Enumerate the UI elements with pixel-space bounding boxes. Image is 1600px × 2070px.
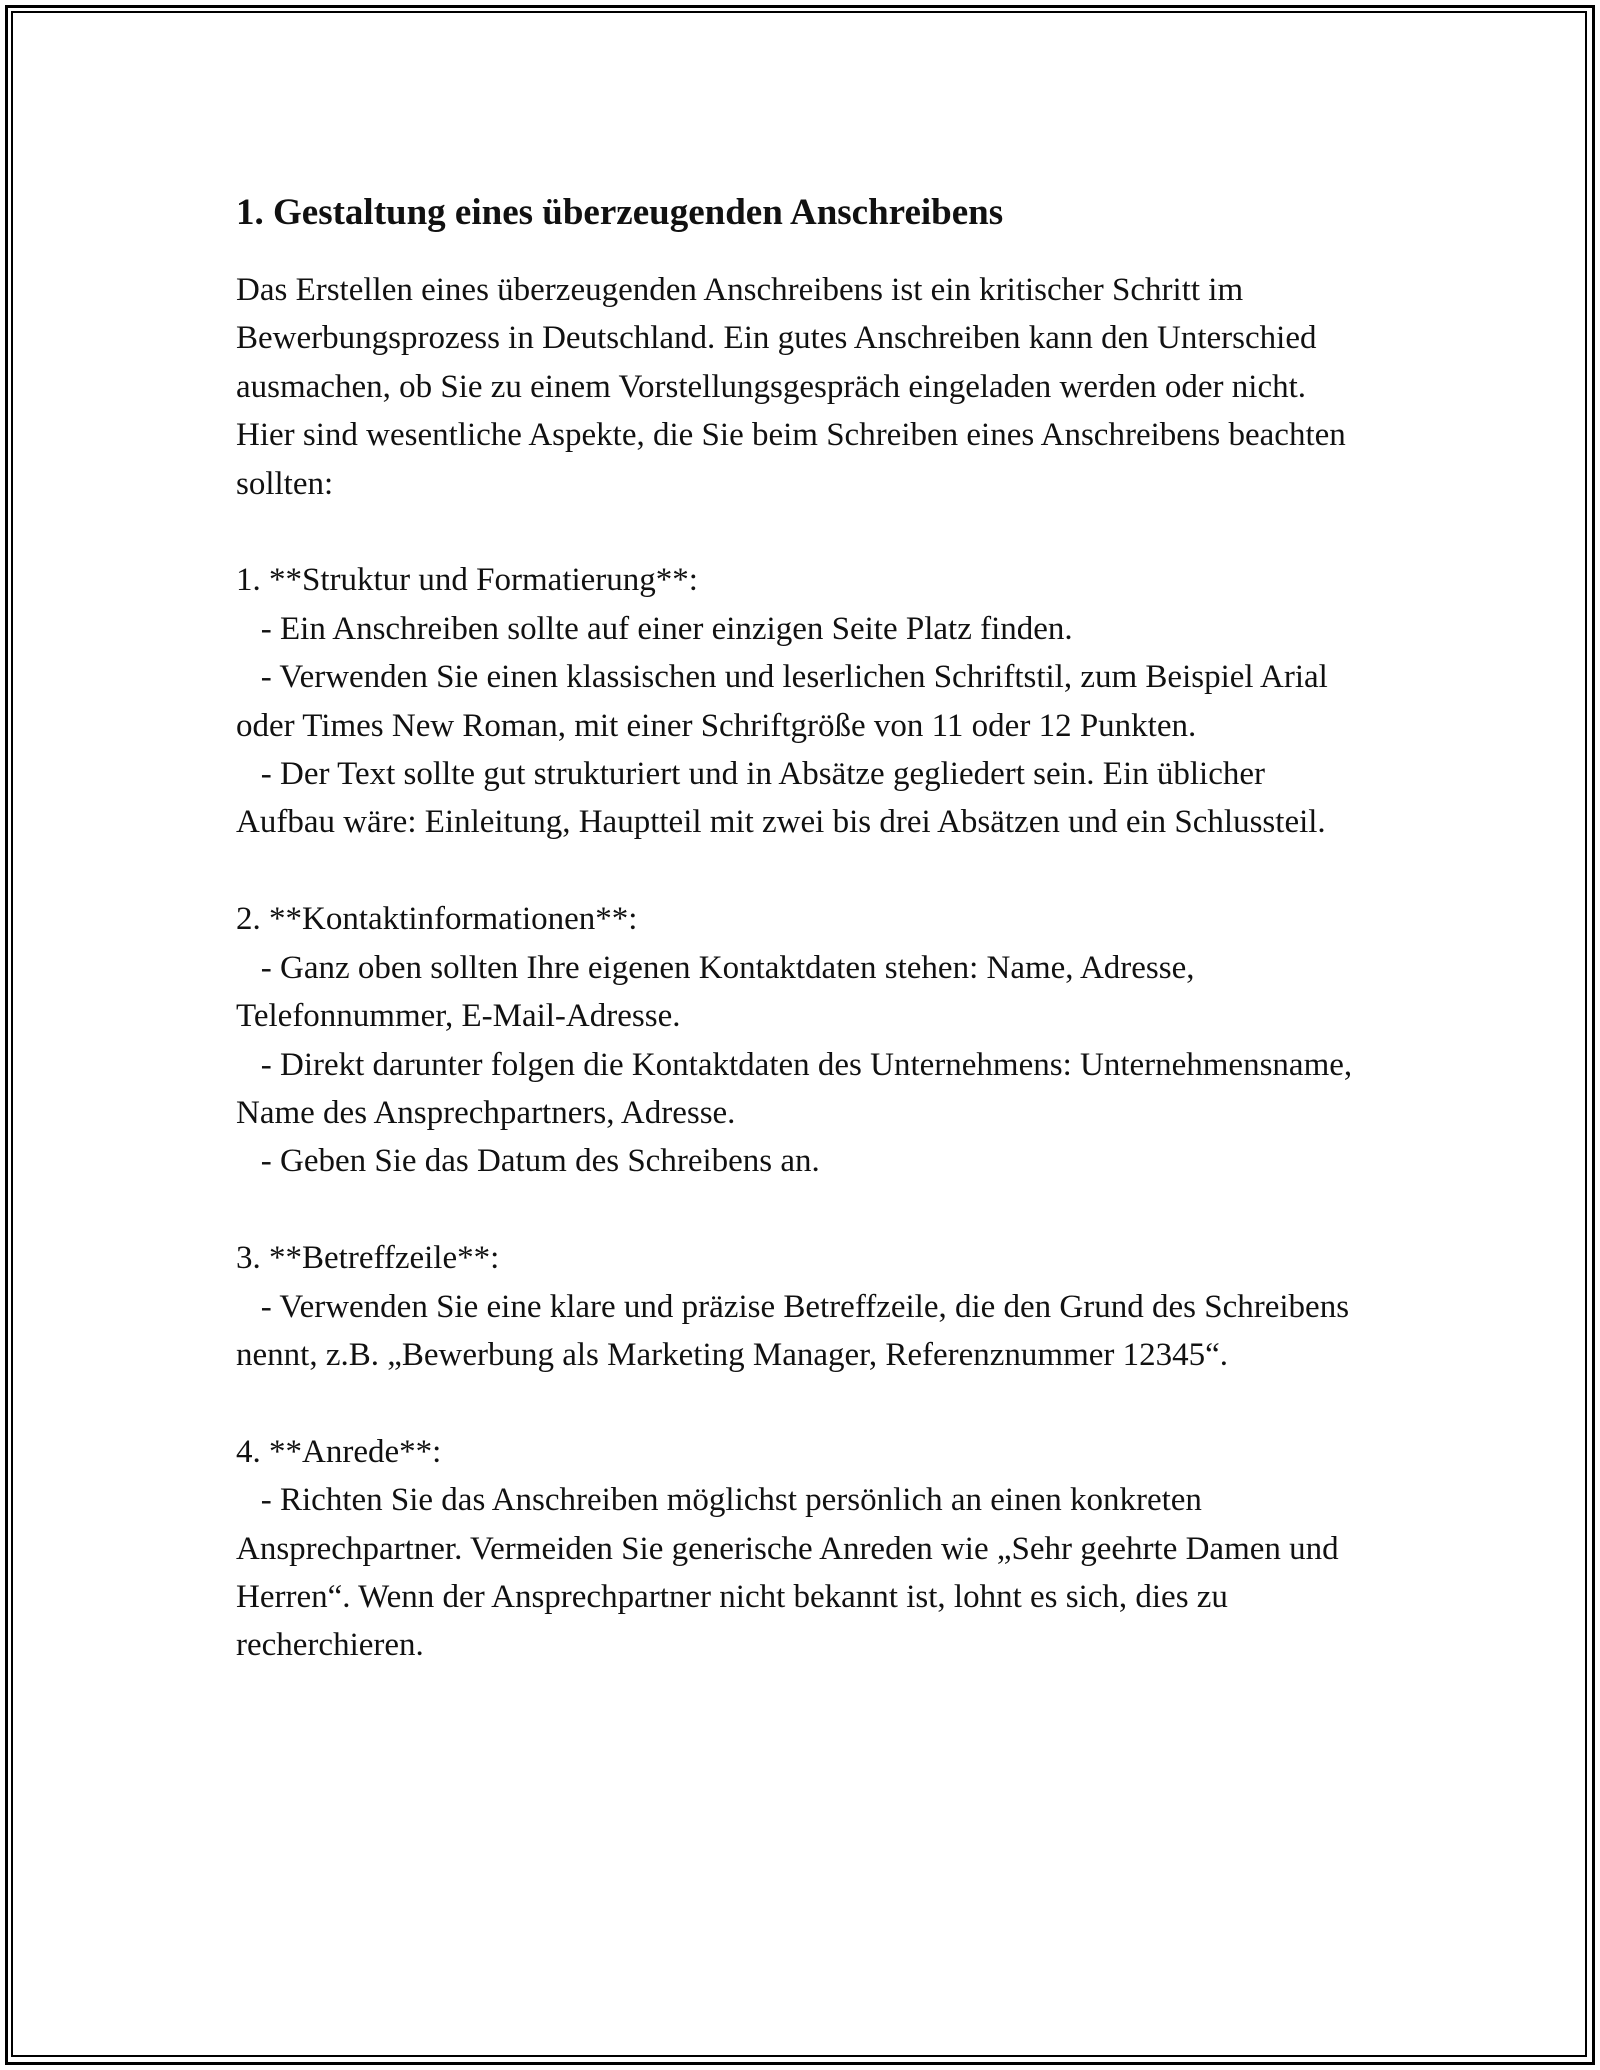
list-item: - Richten Sie das Anschreiben möglichst persönlich an einen konkreten Ansprechpartner. Vermeiden Sie generische Anreden wie „Sehr geehrte Damen und Herren“. Wenn der Ansprechpartner nicht bekannt ist, lohnt es sich, dies zu recherchieren. — [236, 1482, 1347, 1664]
list-item: - Geben Sie das Datum des Schreibens an. — [236, 1143, 820, 1180]
list-item: - Ganz oben sollten Ihre eigenen Kontaktdaten stehen: Name, Adresse, Telefonnummer, E-Mail-Adresse. — [236, 949, 1203, 1035]
list-item: - Ein Anschreiben sollte auf einer einzigen Seite Platz finden. — [236, 610, 1073, 647]
document-body — [236, 266, 1366, 1670]
section-title: 2. **Kontaktinformationen**: — [236, 901, 638, 938]
list-item: - Direkt darunter folgen die Kontaktdaten des Unternehmens: Unternehmensname, Name des Ansprechpartners, Adresse. — [236, 1046, 1361, 1131]
section-title: 4. **Anrede**: — [236, 1433, 442, 1470]
document-heading: 1. Gestaltung eines überzeugenden Anschreibens — [236, 192, 1004, 233]
list-item: - Der Text sollte gut strukturiert und in Absätze gegliedert sein. Ein üblicher Aufbau wäre: Einleitung, Hauptteil mit zwei bis drei Absätzen und ein Schlussteil. — [236, 756, 1326, 841]
section-title: 1. **Struktur und Formatierung**: — [236, 562, 698, 599]
intro-paragraph: Das Erstellen eines überzeugenden Anschreibens ist ein kritischer Schritt im Bewerbungsprozess in Deutschland. Ein gutes Anschreiben kann den Unterschied ausmachen, ob Sie zu einem Vorstellungsgespräch eingeladen werden oder nicht. Hier sind wesentliche Aspekte, die Sie beim Schreiben eines Anschreibens beachten sollten: — [236, 272, 1355, 502]
list-item: - Verwenden Sie eine klare und präzise Betreffzeile, die den Grund des Schreibens nennt, z.B. „Bewerbung als Marketing Manager, Referenznummer 12345“. — [236, 1288, 1358, 1373]
document-content — [236, 186, 1366, 1670]
list-item: - Verwenden Sie einen klassischen und leserlichen Schriftstil, zum Beispiel Arial oder Times New Roman, mit einer Schriftgröße von 11 oder 12 Punkten. — [236, 659, 1337, 744]
section-title: 3. **Betreffzeile**: — [236, 1240, 500, 1277]
